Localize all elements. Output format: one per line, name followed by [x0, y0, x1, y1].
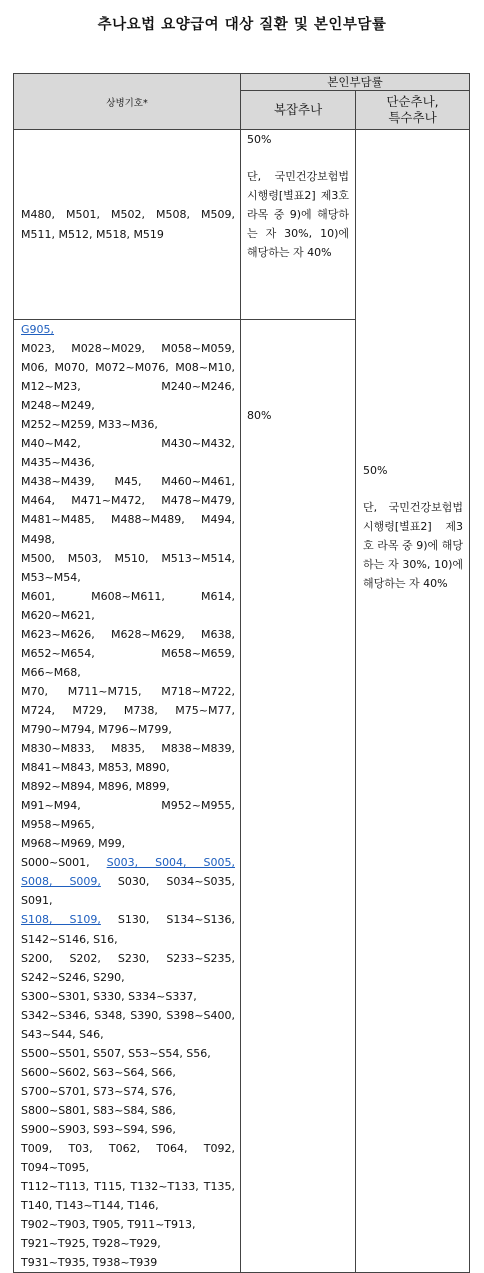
- code-line: S43~S44, S46,: [21, 1027, 104, 1041]
- code-line-s000: [21, 853, 235, 872]
- link-s003-s005[interactable]: S003, S004, S005,: [106, 856, 235, 870]
- code-line: S091,: [21, 894, 53, 908]
- code-line: M252~M259, M33~M36,: [21, 418, 158, 432]
- simple-note: 단, 국민건강보험법 시행령[별표2] 제3호 라목 중 9)에 해당하는 자 30%, 10)에 해당하는 자 40%: [363, 501, 464, 591]
- code-line-s108: [21, 910, 235, 929]
- code-line: M892~M894, M896, M899,: [21, 780, 170, 794]
- header-complex: [241, 91, 356, 130]
- code-line: S300~S301, S330, S334~S337,: [21, 989, 197, 1003]
- code-s130: S130, S134~S136,: [117, 913, 235, 927]
- code-s000: S000~S001,: [21, 856, 90, 870]
- row2-complex-rate: 80%: [247, 409, 272, 422]
- code-line: M481~M485, M488~M489, M494,: [21, 513, 235, 527]
- row1-codes: [14, 130, 241, 320]
- row2-link-g905[interactable]: [21, 320, 235, 339]
- row2-complex: [241, 320, 356, 1273]
- code-line: S500~S501, S507, S53~S54, S56,: [21, 1046, 211, 1060]
- code-line: S700~S701, S73~S74, S76,: [21, 1084, 176, 1098]
- code-line: S900~S903, S93~S94, S96,: [21, 1122, 176, 1136]
- code-line: T931~T935, T938~T939: [21, 1256, 158, 1270]
- code-line: M623~M626, M628~M629, M638,: [21, 627, 235, 641]
- code-line: M40~M42, M430~M432, M435~M436,: [21, 437, 235, 470]
- header-burden-label: 본인부담률: [327, 75, 383, 89]
- row1-complex-note: 단, 국민건강보험법 시행령[별표2] 제3호 라목 중 9)에 해당하는 자 30%, 10)에 해당하는 자 40%: [247, 170, 349, 259]
- code-line: M023, M028~M029, M058~M059,: [21, 342, 235, 356]
- row1-complex-rate: 50%: [247, 133, 272, 146]
- header-code-label: 상병기호*: [106, 97, 148, 109]
- code-line: M91~M94, M952~M955, M958~M965,: [21, 799, 235, 832]
- code-line: M498,: [21, 532, 55, 546]
- code-line: S142~S146, S16,: [21, 932, 118, 946]
- code-line: S600~S602, S63~S64, S66,: [21, 1065, 176, 1079]
- code-line: S342~S346, S348, S390, S398~S400,: [21, 1008, 235, 1022]
- header-simple: [356, 91, 470, 130]
- code-line: T094~T095,: [21, 1161, 90, 1175]
- code-s030: S030, S034~S035,: [117, 875, 235, 889]
- code-line: T140, T143~T144, T146,: [21, 1199, 159, 1213]
- code-line: T902~T903, T905, T911~T913,: [21, 1218, 196, 1232]
- header-code: [14, 74, 241, 130]
- row1-codes-text: M480, M501, M502, M508, M509, M511, M512, M518, M519: [21, 207, 235, 241]
- code-line: M830~M833, M835, M838~M839,: [21, 742, 235, 756]
- simple-rate-cell: [356, 130, 470, 1273]
- code-line: M464, M471~M472, M478~M479,: [21, 494, 235, 508]
- code-line: S200, S202, S230, S233~S235,: [21, 951, 235, 965]
- code-line: S800~S801, S83~S84, S86,: [21, 1103, 176, 1117]
- code-line: M53~M54,: [21, 570, 81, 584]
- code-line: M841~M843, M853, M890,: [21, 761, 170, 775]
- code-line: M12~M23, M240~M246, M248~M249,: [21, 380, 235, 413]
- code-line: M70, M711~M715, M718~M722,: [21, 684, 235, 698]
- code-line: S242~S246, S290,: [21, 970, 125, 984]
- code-line: T009, T03, T062, T064, T092,: [21, 1142, 235, 1156]
- code-line: T112~T113, T115, T132~T133, T135,: [21, 1180, 235, 1194]
- code-line: M724, M729, M738, M75~M77,: [21, 703, 235, 717]
- code-line-s008: [21, 872, 235, 891]
- document-title: 추나요법 요양급여 대상 질환 및 본인부담률: [97, 17, 387, 33]
- header-burden: [241, 74, 470, 91]
- code-line: M500, M503, M510, M513~M514,: [21, 551, 235, 565]
- header-simple-label-1: 단순추나,: [386, 94, 439, 109]
- row2-codes: [14, 320, 241, 1273]
- link-g905[interactable]: G905,: [21, 323, 55, 336]
- code-line: M601, M608~M611, M614, M620~M621,: [21, 589, 235, 622]
- code-line: M06, M070, M072~M076, M08~M10,: [21, 361, 235, 375]
- header-complex-label: 복잡추나: [273, 102, 323, 117]
- code-line: M652~M654, M658~M659, M66~M68,: [21, 646, 235, 679]
- code-line: M790~M794, M796~M799,: [21, 722, 172, 736]
- coverage-table: [13, 73, 470, 1273]
- code-line: M968~M969, M99,: [21, 837, 126, 851]
- simple-rate: 50%: [363, 464, 388, 478]
- row1-complex: [241, 130, 356, 320]
- link-s008-s009[interactable]: S008, S009,: [21, 875, 101, 889]
- code-line: M438~M439, M45, M460~M461,: [21, 475, 235, 489]
- header-simple-label-2: 특수추나: [388, 110, 437, 125]
- link-s108-s109[interactable]: S108, S109,: [21, 913, 101, 927]
- code-line: T921~T925, T928~T929,: [21, 1237, 161, 1251]
